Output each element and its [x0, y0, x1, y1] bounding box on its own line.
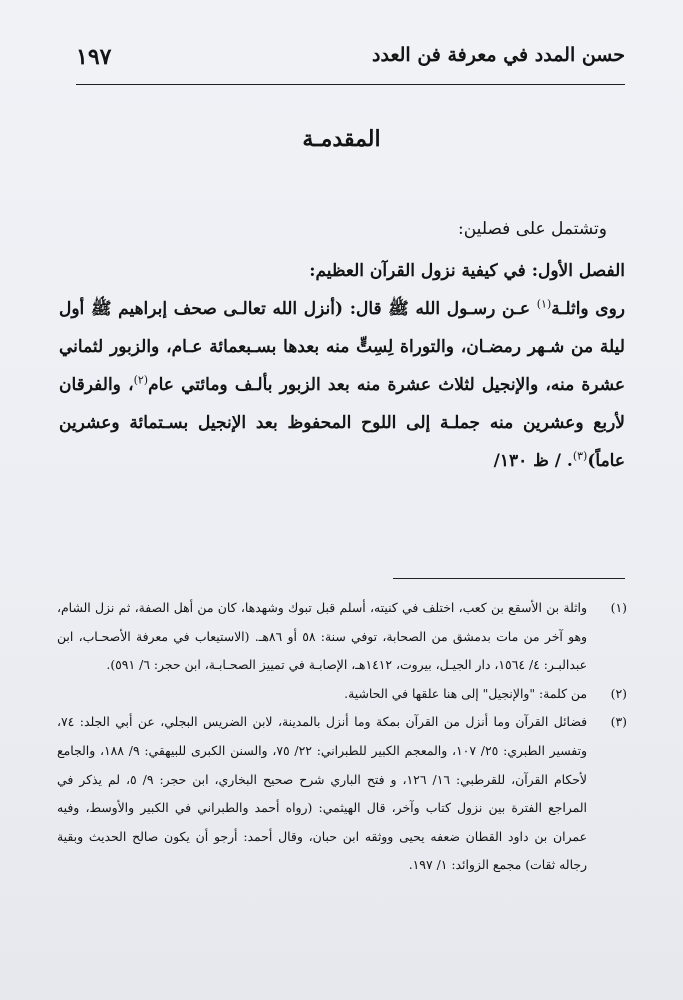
footnote-separator — [393, 578, 625, 579]
footnote-2 — [57, 680, 627, 709]
footnote-number: (١) — [610, 600, 627, 615]
footnote-mark-3[interactable]: (٣) — [572, 449, 588, 463]
footnote-1 — [57, 594, 627, 680]
footnote-number: (٣) — [610, 714, 627, 730]
running-title: حسن المدد في معرفة فن العدد — [372, 44, 625, 66]
footnote-mark-1[interactable]: (١) — [536, 297, 552, 311]
page-number: ١٩٧ — [76, 44, 112, 70]
narration-part-1: عـن رسـول الله ﷺ قال: (أنزل الله تعالـى صحف إبراهيم ﷺ أول ليلة من شـهر رمضـان، والتوراة لِسِتٍّ منه بعدها بسـبعمائة عـام، والزبور لثماني عشرة منه، والإنجيل لثلاث عشرة منه بعد الزبور بألـف ومائتي عام — [59, 299, 625, 395]
narration-part-2: ، والفرقان لأربع وعشرين منه جملـة إلى اللوح المحفوظ بعد الإنجيل بسـتمائة وعشرين عاماً) — [59, 375, 625, 471]
narration-paragraph — [59, 290, 625, 480]
narration-lead: روى واثلـة — [551, 299, 626, 319]
footnote-text: فضائل القرآن وما أنزل من القرآن بمكة وما أنزل بالمدينة، لابن الضريس البجلي، عن أبي الجلد: ٧٤، وتفسير الطبري: ٢٥/ ١٠٧، والمعجم الكبير للطبراني: ٢٢/ ٧٥، والسنن الكبرى للبيهقي: ٩/ ١٨٨، والجامع لأحكام القرآن، للقرطبي: ١٦/ ١٢٦، و فتح الباري شرح صحيح البخاري، ابن حجر: ٩/ ٥، لم يذكر في المراجع الفترة بين نزول كتاب وآخر، قال الهيثمي: (رواه أحمد والطبراني في الكبير والأوسط، وفيه عمران بن داود القطان ضعفه يحيى ووثقه ابن حبان، وقال أحمد: أرجو أن يكون صالح الحديث وبقية رجاله ثقات) مجمع الزوائد: ١/ ١٩٧. — [57, 714, 588, 873]
manuscript-folio-ref: . / ظ ١٣٠/ — [493, 451, 573, 471]
footnote-3 — [57, 708, 627, 880]
main-text — [59, 210, 625, 480]
intro-line: وتشتمل على فصلين: — [458, 219, 607, 239]
footnotes — [57, 594, 627, 880]
chapter-title: المقدمـة — [302, 126, 381, 152]
section-heading: الفصل الأول: في كيفية نزول القرآن العظيم: — [309, 261, 625, 281]
running-header — [76, 44, 625, 85]
footnote-text: من كلمة: "والإنجيل" إلى هنا علقها في الحاشية. — [344, 685, 587, 701]
footnote-mark-2[interactable]: (٢) — [133, 373, 149, 387]
footnote-number: (٢) — [610, 685, 627, 701]
footnote-text: واثلة بن الأسقع بن كعب، اختلف في كنيته، أسلم قبل تبوك وشهدها، كان من أهل الصفة، ثم نزل الشام، وهو آخر من مات بدمشق من الصحابة، توفي سنة: ٥٨ أو ٨٦هـ. (الاستيعاب في معرفة الأصحـاب، ابن عبدالبـر: ٤/ ١٥٦٤، دار الجيـل، بيروت، ١٤١٢هـ، الإصابـة في تمييز الصحـابـة، ابن حجر: ٦/ ٥٩١). — [57, 600, 588, 673]
